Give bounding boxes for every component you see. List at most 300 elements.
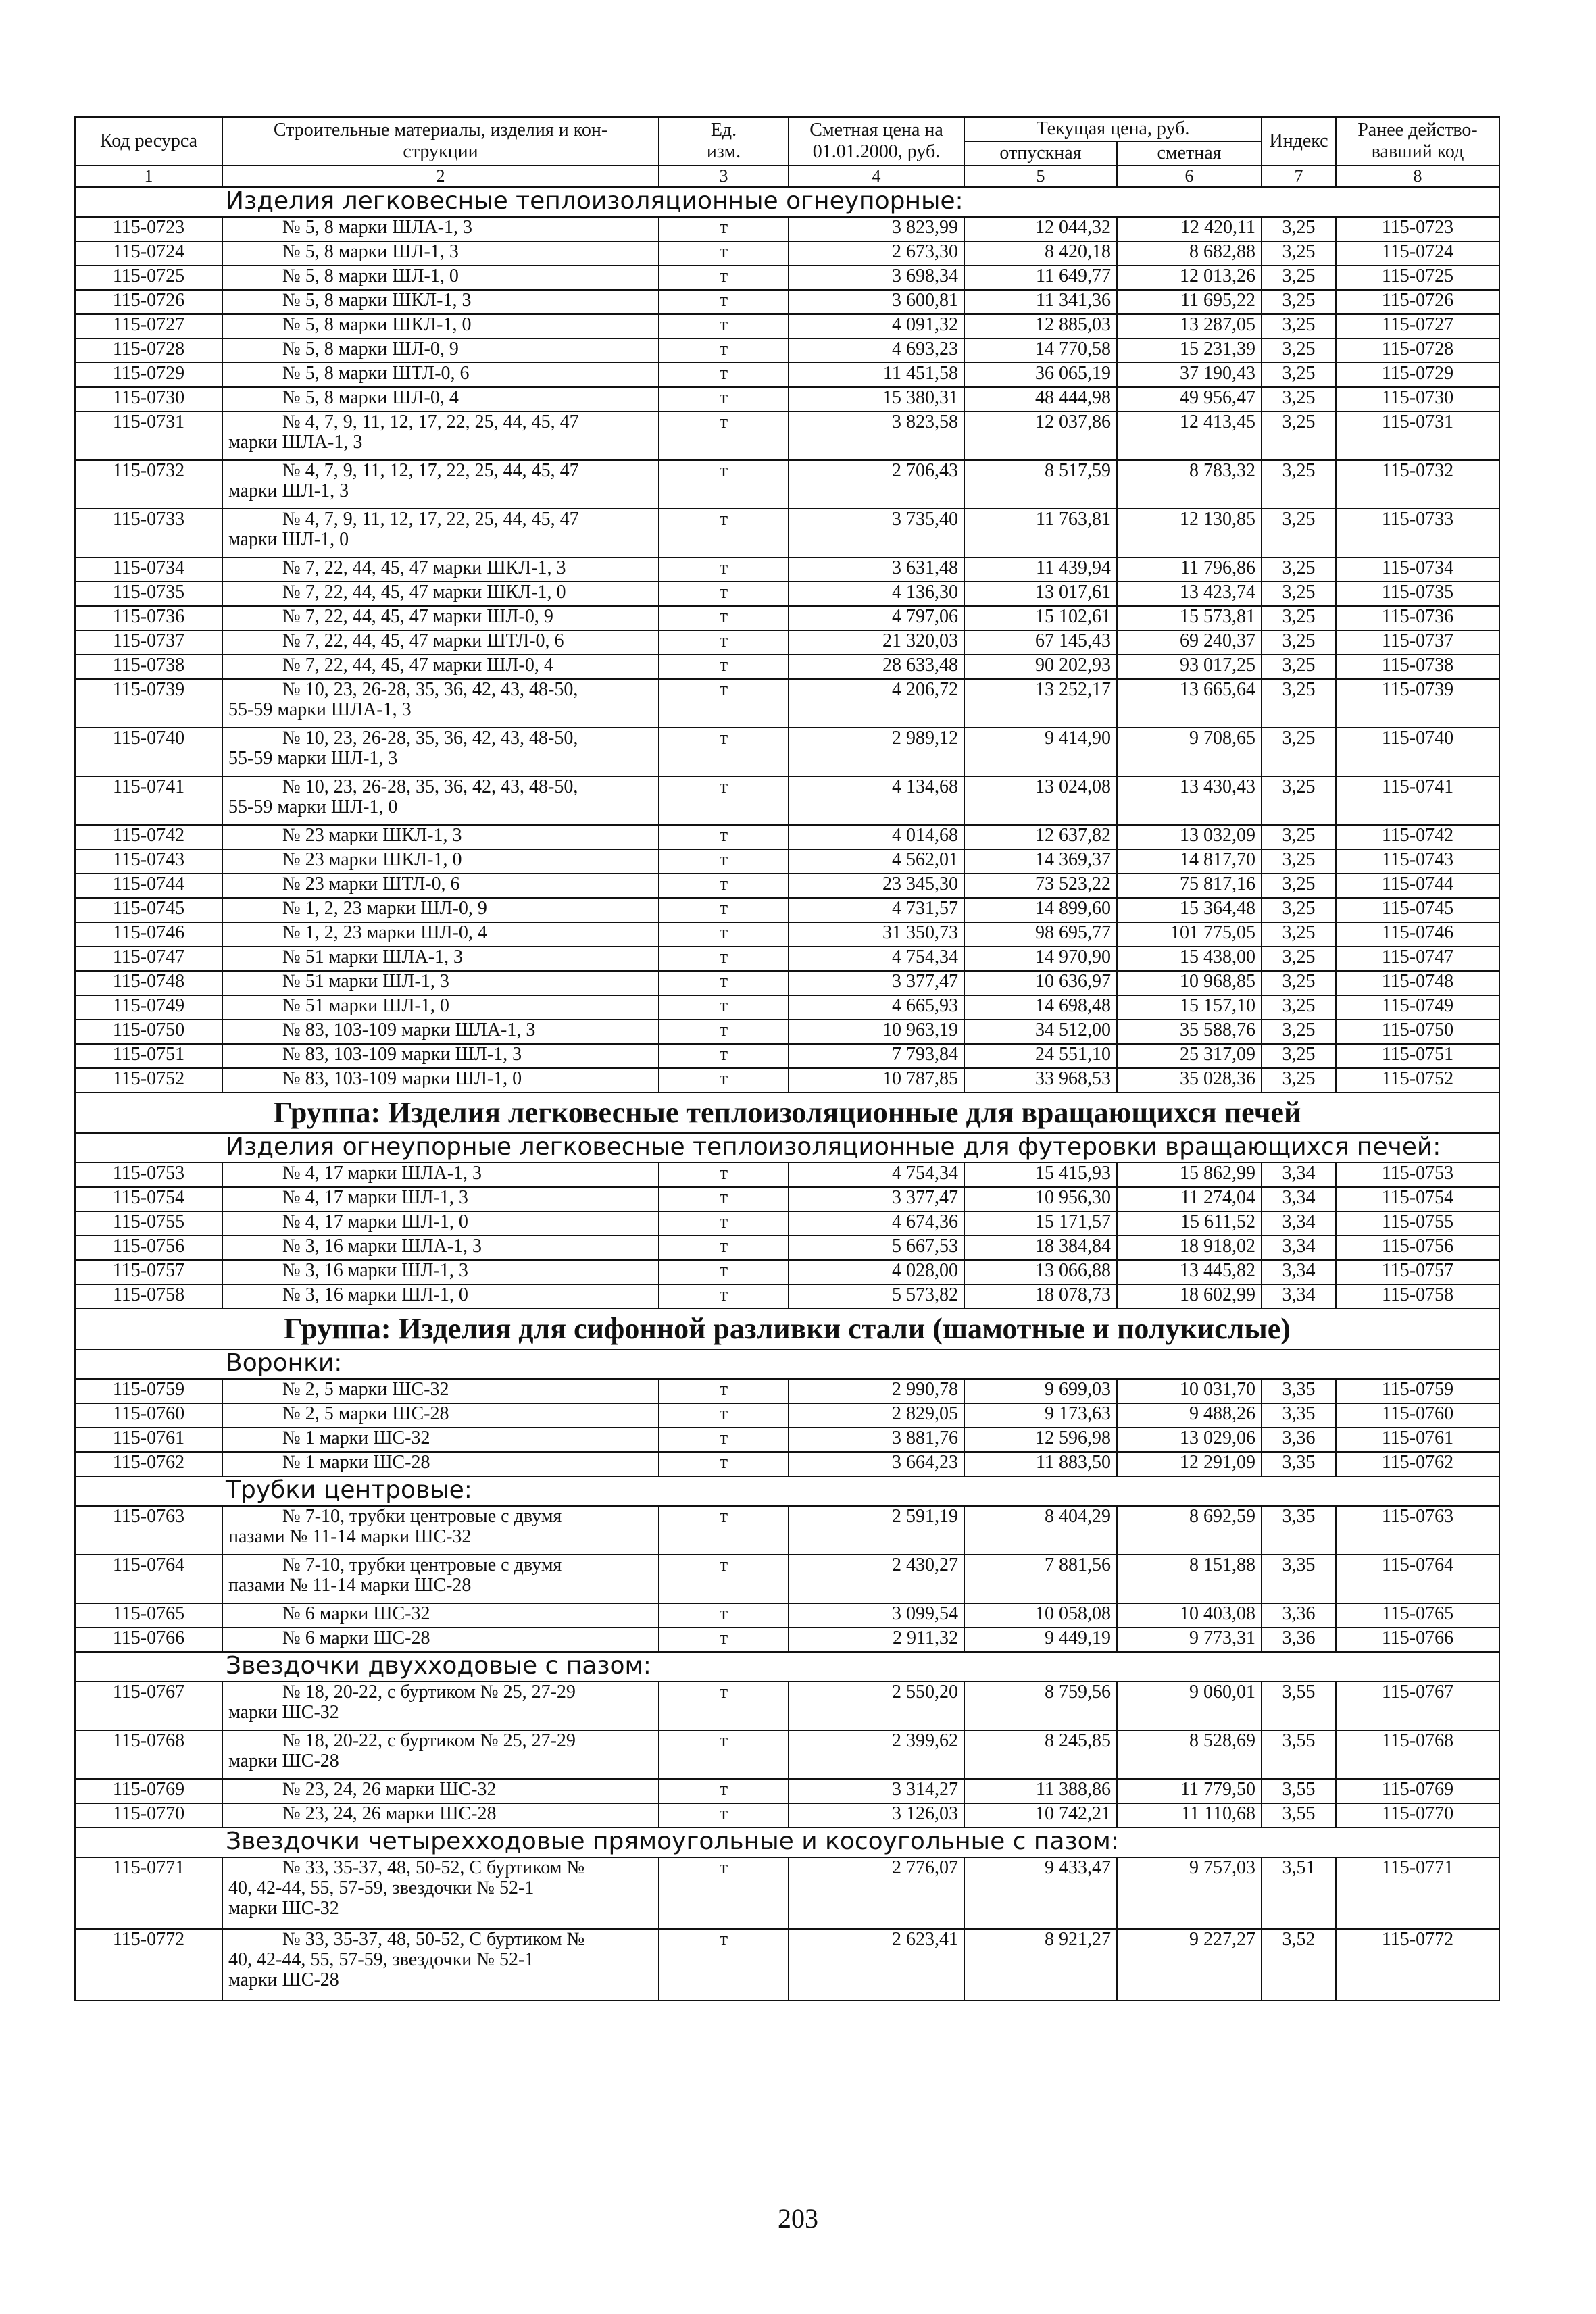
resource-code-cell: 115-0731	[75, 411, 222, 460]
previous-code-cell: 115-0738	[1336, 655, 1499, 679]
unit-cell: т	[659, 898, 789, 922]
material-name-cell	[222, 1779, 659, 1803]
material-name-line: № 7, 22, 44, 45, 47 марки ШЛ-0, 9	[282, 606, 553, 627]
material-name-cell	[222, 1506, 659, 1555]
release-price-cell: 18 384,84	[964, 1236, 1117, 1260]
unit-cell: т	[659, 241, 789, 266]
estimate-price-cell: 12 130,85	[1117, 509, 1262, 557]
estimate-2000-cell: 3 631,48	[789, 557, 964, 582]
previous-code-cell: 115-0746	[1336, 922, 1499, 947]
index-cell: 3,25	[1262, 995, 1336, 1020]
resource-code-cell: 115-0725	[75, 266, 222, 290]
table-row	[75, 460, 1499, 509]
previous-code-cell: 115-0730	[1336, 387, 1499, 411]
table-row	[75, 1260, 1499, 1284]
material-name-line: № 83, 103-109 марки ШЛА-1, 3	[282, 1020, 536, 1040]
release-price-cell: 13 017,61	[964, 582, 1117, 606]
estimate-2000-cell: 4 136,30	[789, 582, 964, 606]
previous-code-cell: 115-0765	[1336, 1603, 1499, 1628]
material-name-cell	[222, 314, 659, 338]
resource-code-cell: 115-0760	[75, 1403, 222, 1428]
index-cell: 3,35	[1262, 1379, 1336, 1403]
index-cell: 3,34	[1262, 1211, 1336, 1236]
estimate-price-cell: 15 611,52	[1117, 1211, 1262, 1236]
release-price-cell: 18 078,73	[964, 1284, 1117, 1309]
material-name-cell	[222, 1379, 659, 1403]
estimate-2000-cell: 31 350,73	[789, 922, 964, 947]
release-price-cell: 10 636,97	[964, 971, 1117, 995]
previous-code-cell: 115-0750	[1336, 1020, 1499, 1044]
estimate-price-cell: 9 060,01	[1117, 1682, 1262, 1730]
index-cell: 3,25	[1262, 776, 1336, 825]
table-row	[75, 1730, 1499, 1779]
header-previous-code	[1336, 117, 1499, 166]
material-name-cell	[222, 874, 659, 898]
index-cell: 3,25	[1262, 241, 1336, 266]
unit-cell: т	[659, 1428, 789, 1452]
estimate-2000-cell: 10 963,19	[789, 1020, 964, 1044]
table-row	[75, 1779, 1499, 1803]
table-row	[75, 557, 1499, 582]
material-name-line: № 5, 8 марки ШТЛ-0, 6	[282, 363, 470, 384]
estimate-2000-cell: 2 550,20	[789, 1682, 964, 1730]
material-name-cell	[222, 1555, 659, 1603]
table-row	[75, 1068, 1499, 1092]
material-name-cell	[222, 411, 659, 460]
release-price-cell: 10 956,30	[964, 1187, 1117, 1211]
release-price-cell: 14 369,37	[964, 849, 1117, 874]
estimate-price-cell: 11 779,50	[1117, 1779, 1262, 1803]
estimate-2000-cell: 4 797,06	[789, 606, 964, 630]
resource-code-cell: 115-0772	[75, 1929, 222, 2001]
index-cell: 3,25	[1262, 630, 1336, 655]
index-cell: 3,25	[1262, 1068, 1336, 1092]
previous-code-cell: 115-0754	[1336, 1187, 1499, 1211]
header-unit	[659, 117, 789, 166]
previous-code-cell: 115-0733	[1336, 509, 1499, 557]
material-name-line: № 10, 23, 26-28, 35, 36, 42, 43, 48-50,	[282, 728, 578, 749]
release-price-cell: 11 388,86	[964, 1779, 1117, 1803]
resource-code-cell: 115-0734	[75, 557, 222, 582]
material-name-line: № 2, 5 марки ШС-32	[282, 1379, 449, 1400]
subsection-heading-row	[75, 1349, 1499, 1379]
table-row	[75, 655, 1499, 679]
subsection-heading-row	[75, 1828, 1499, 1857]
index-cell: 3,35	[1262, 1403, 1336, 1428]
material-name-cell	[222, 1187, 659, 1211]
material-name-line: марки ШС-28	[228, 1751, 339, 1771]
estimate-price-cell: 9 773,31	[1117, 1628, 1262, 1652]
previous-code-cell: 115-0751	[1336, 1044, 1499, 1068]
estimate-price-cell: 13 287,05	[1117, 314, 1262, 338]
index-cell: 3,25	[1262, 849, 1336, 874]
material-name-cell	[222, 338, 659, 363]
index-cell: 3,25	[1262, 874, 1336, 898]
estimate-2000-cell: 3 099,54	[789, 1603, 964, 1628]
estimate-2000-cell: 4 134,68	[789, 776, 964, 825]
table-body	[75, 187, 1499, 2001]
group-heading: Группа: Изделия легковесные теплоизоляционные для вращающихся печей	[75, 1092, 1499, 1133]
estimate-price-cell: 13 032,09	[1117, 825, 1262, 849]
estimate-2000-cell: 2 829,05	[789, 1403, 964, 1428]
resource-code-cell: 115-0745	[75, 898, 222, 922]
unit-cell: т	[659, 460, 789, 509]
release-price-cell: 10 742,21	[964, 1803, 1117, 1828]
estimate-price-cell: 12 013,26	[1117, 266, 1262, 290]
table-row	[75, 776, 1499, 825]
release-price-cell: 8 921,27	[964, 1929, 1117, 2001]
estimate-2000-cell: 4 206,72	[789, 679, 964, 728]
release-price-cell: 9 433,47	[964, 1857, 1117, 1929]
estimate-2000-cell: 4 754,34	[789, 947, 964, 971]
material-name-cell	[222, 849, 659, 874]
material-name-cell	[222, 1068, 659, 1092]
material-name-line: № 23 марки ШТЛ-0, 6	[282, 874, 460, 895]
material-name-cell	[222, 776, 659, 825]
index-cell: 3,25	[1262, 947, 1336, 971]
previous-code-cell: 115-0729	[1336, 363, 1499, 387]
material-name-cell	[222, 995, 659, 1020]
unit-cell: т	[659, 1803, 789, 1828]
unit-cell: т	[659, 1628, 789, 1652]
header-column-numbers	[75, 166, 1499, 187]
table-row	[75, 1284, 1499, 1309]
unit-cell: т	[659, 1506, 789, 1555]
estimate-price-cell: 15 862,99	[1117, 1163, 1262, 1187]
index-cell: 3,25	[1262, 655, 1336, 679]
material-name-cell	[222, 1682, 659, 1730]
previous-code-cell: 115-0772	[1336, 1929, 1499, 2001]
estimate-price-cell: 13 029,06	[1117, 1428, 1262, 1452]
estimate-2000-cell: 4 562,01	[789, 849, 964, 874]
material-name-cell	[222, 606, 659, 630]
table-row	[75, 1628, 1499, 1652]
table-row	[75, 922, 1499, 947]
unit-cell: т	[659, 1555, 789, 1603]
header-unit-line1: Ед.	[710, 120, 737, 141]
material-name-cell	[222, 1603, 659, 1628]
index-cell: 3,25	[1262, 387, 1336, 411]
table-row	[75, 1428, 1499, 1452]
estimate-price-cell: 75 817,16	[1117, 874, 1262, 898]
previous-code-cell: 115-0735	[1336, 582, 1499, 606]
estimate-price-cell: 69 240,37	[1117, 630, 1262, 655]
material-name-cell	[222, 679, 659, 728]
previous-code-cell: 115-0762	[1336, 1452, 1499, 1476]
material-name-line: № 1, 2, 23 марки ШЛ-0, 9	[282, 898, 487, 919]
resource-code-cell: 115-0763	[75, 1506, 222, 1555]
unit-cell: т	[659, 1284, 789, 1309]
material-name-cell	[222, 1857, 659, 1929]
unit-cell: т	[659, 679, 789, 728]
estimate-price-cell: 10 403,08	[1117, 1603, 1262, 1628]
table-row	[75, 338, 1499, 363]
estimate-2000-cell: 4 731,57	[789, 898, 964, 922]
estimate-price-cell: 15 438,00	[1117, 947, 1262, 971]
material-name-cell	[222, 971, 659, 995]
previous-code-cell: 115-0769	[1336, 1779, 1499, 1803]
resource-code-cell: 115-0742	[75, 825, 222, 849]
unit-cell: т	[659, 776, 789, 825]
material-name-cell	[222, 217, 659, 241]
index-cell: 3,51	[1262, 1857, 1336, 1929]
material-name-line: № 51 марки ШЛ-1, 0	[282, 995, 449, 1016]
resource-code-cell: 115-0762	[75, 1452, 222, 1476]
resource-code-cell: 115-0730	[75, 387, 222, 411]
table-row	[75, 411, 1499, 460]
previous-code-cell: 115-0766	[1336, 1628, 1499, 1652]
material-name-line: № 7, 22, 44, 45, 47 марки ШКЛ-1, 0	[282, 582, 566, 603]
estimate-2000-cell: 4 754,34	[789, 1163, 964, 1187]
index-cell: 3,55	[1262, 1730, 1336, 1779]
resource-code-cell: 115-0729	[75, 363, 222, 387]
table-row	[75, 1452, 1499, 1476]
index-cell: 3,25	[1262, 825, 1336, 849]
material-name-cell	[222, 1929, 659, 2001]
unit-cell: т	[659, 1163, 789, 1187]
subsection-heading-row	[75, 1133, 1499, 1163]
resource-code-cell: 115-0726	[75, 290, 222, 314]
material-name-line: № 83, 103-109 марки ШЛ-1, 3	[282, 1044, 522, 1065]
index-cell: 3,34	[1262, 1187, 1336, 1211]
table-row	[75, 1506, 1499, 1555]
estimate-2000-cell: 2 911,32	[789, 1628, 964, 1652]
material-name-line: № 23 марки ШКЛ-1, 3	[282, 825, 462, 846]
release-price-cell: 73 523,22	[964, 874, 1117, 898]
material-name-cell	[222, 1211, 659, 1236]
resource-code-cell: 115-0757	[75, 1260, 222, 1284]
unit-cell: т	[659, 630, 789, 655]
group-heading: Группа: Изделия для сифонной разливки стали (шамотные и полукислые)	[75, 1309, 1499, 1349]
unit-cell: т	[659, 1452, 789, 1476]
unit-cell: т	[659, 582, 789, 606]
material-name-line: марки ШС-28	[228, 1969, 339, 1990]
material-name-line: № 10, 23, 26-28, 35, 36, 42, 43, 48-50,	[282, 776, 578, 797]
index-cell: 3,25	[1262, 509, 1336, 557]
column-number: 8	[1336, 166, 1499, 187]
page-number: 203	[778, 2203, 818, 2234]
estimate-price-cell: 9 708,65	[1117, 728, 1262, 776]
resource-code-cell: 115-0737	[75, 630, 222, 655]
material-name-line: № 1, 2, 23 марки ШЛ-0, 4	[282, 922, 487, 943]
resource-code-cell: 115-0736	[75, 606, 222, 630]
unit-cell: т	[659, 1211, 789, 1236]
unit-cell: т	[659, 1068, 789, 1092]
index-cell: 3,25	[1262, 557, 1336, 582]
index-cell: 3,55	[1262, 1803, 1336, 1828]
unit-cell: т	[659, 1260, 789, 1284]
previous-code-cell: 115-0727	[1336, 314, 1499, 338]
release-price-cell: 9 414,90	[964, 728, 1117, 776]
previous-code-cell: 115-0770	[1336, 1803, 1499, 1828]
estimate-2000-cell: 3 823,99	[789, 217, 964, 241]
unit-cell: т	[659, 1929, 789, 2001]
release-price-cell: 14 770,58	[964, 338, 1117, 363]
material-name-line: № 3, 16 марки ШЛ-1, 3	[282, 1260, 468, 1281]
index-cell: 3,25	[1262, 460, 1336, 509]
release-price-cell: 11 763,81	[964, 509, 1117, 557]
table-row	[75, 1379, 1499, 1403]
subsection-heading: Изделия огнеупорные легковесные теплоизоляционные для футеровки вращающихся печей:	[75, 1133, 1499, 1163]
resource-code-cell: 115-0764	[75, 1555, 222, 1603]
material-name-cell	[222, 363, 659, 387]
estimate-price-cell: 11 796,86	[1117, 557, 1262, 582]
material-name-cell	[222, 728, 659, 776]
estimate-2000-cell: 4 014,68	[789, 825, 964, 849]
material-name-cell	[222, 1284, 659, 1309]
table-row	[75, 1682, 1499, 1730]
index-cell: 3,25	[1262, 898, 1336, 922]
previous-code-cell: 115-0771	[1336, 1857, 1499, 1929]
estimate-price-cell: 101 775,05	[1117, 922, 1262, 947]
resource-code-cell: 115-0753	[75, 1163, 222, 1187]
resource-code-cell: 115-0741	[75, 776, 222, 825]
resource-code-cell: 115-0739	[75, 679, 222, 728]
resource-code-cell: 115-0735	[75, 582, 222, 606]
table-row	[75, 1163, 1499, 1187]
previous-code-cell: 115-0734	[1336, 557, 1499, 582]
index-cell: 3,35	[1262, 1506, 1336, 1555]
estimate-2000-cell: 4 665,93	[789, 995, 964, 1020]
release-price-cell: 8 759,56	[964, 1682, 1117, 1730]
estimate-price-cell: 15 364,48	[1117, 898, 1262, 922]
estimate-price-cell: 35 028,36	[1117, 1068, 1262, 1092]
previous-code-cell: 115-0736	[1336, 606, 1499, 630]
estimate-price-cell: 8 682,88	[1117, 241, 1262, 266]
estimate-price-cell: 11 695,22	[1117, 290, 1262, 314]
material-name-line: № 5, 8 марки ШКЛ-1, 0	[282, 314, 472, 335]
resource-code-cell: 115-0750	[75, 1020, 222, 1044]
estimate-price-cell: 15 157,10	[1117, 995, 1262, 1020]
previous-code-cell: 115-0757	[1336, 1260, 1499, 1284]
table-row	[75, 1603, 1499, 1628]
material-name-cell	[222, 1803, 659, 1828]
resource-code-cell: 115-0727	[75, 314, 222, 338]
resource-code-cell: 115-0749	[75, 995, 222, 1020]
resource-code-cell: 115-0756	[75, 1236, 222, 1260]
resource-code-cell: 115-0751	[75, 1044, 222, 1068]
header-estimate-2000-line2: 01.01.2000, руб.	[812, 141, 941, 162]
header-estimate-2000	[789, 117, 964, 166]
material-name-line: № 33, 35-37, 48, 50-52, С буртиком №	[282, 1857, 585, 1878]
previous-code-cell: 115-0764	[1336, 1555, 1499, 1603]
material-name-cell	[222, 241, 659, 266]
release-price-cell: 9 173,63	[964, 1403, 1117, 1428]
resource-code-cell: 115-0770	[75, 1803, 222, 1828]
material-name-line: марки ШЛ-1, 3	[228, 480, 349, 501]
release-price-cell: 13 066,88	[964, 1260, 1117, 1284]
header-previous-code-line1: Ранее действо-	[1357, 120, 1478, 141]
estimate-2000-cell: 2 673,30	[789, 241, 964, 266]
previous-code-cell: 115-0739	[1336, 679, 1499, 728]
table-row	[75, 947, 1499, 971]
unit-cell: т	[659, 849, 789, 874]
estimate-2000-cell: 3 377,47	[789, 1187, 964, 1211]
previous-code-cell: 115-0744	[1336, 874, 1499, 898]
estimate-price-cell: 12 413,45	[1117, 411, 1262, 460]
resource-code-cell: 115-0769	[75, 1779, 222, 1803]
release-price-cell: 14 698,48	[964, 995, 1117, 1020]
table-row	[75, 266, 1499, 290]
estimate-2000-cell: 10 787,85	[789, 1068, 964, 1092]
release-price-cell: 98 695,77	[964, 922, 1117, 947]
estimate-2000-cell: 4 091,32	[789, 314, 964, 338]
previous-code-cell: 115-0748	[1336, 971, 1499, 995]
estimate-price-cell: 18 602,99	[1117, 1284, 1262, 1309]
estimate-2000-cell: 5 573,82	[789, 1284, 964, 1309]
header-current-price: Текущая цена, руб.	[964, 117, 1262, 141]
unit-cell: т	[659, 266, 789, 290]
release-price-cell: 13 252,17	[964, 679, 1117, 728]
resource-code-cell: 115-0758	[75, 1284, 222, 1309]
previous-code-cell: 115-0726	[1336, 290, 1499, 314]
resource-code-cell: 115-0755	[75, 1211, 222, 1236]
unit-cell: т	[659, 363, 789, 387]
release-price-cell: 24 551,10	[964, 1044, 1117, 1068]
resource-code-cell: 115-0723	[75, 217, 222, 241]
resource-code-cell: 115-0743	[75, 849, 222, 874]
previous-code-cell: 115-0749	[1336, 995, 1499, 1020]
resource-code-cell: 115-0728	[75, 338, 222, 363]
material-name-cell	[222, 1236, 659, 1260]
material-name-line: № 5, 8 марки ШЛ-0, 4	[282, 387, 459, 408]
group-heading-row	[75, 1092, 1499, 1133]
material-name-cell	[222, 1730, 659, 1779]
material-name-cell	[222, 1428, 659, 1452]
estimate-2000-cell: 28 633,48	[789, 655, 964, 679]
release-price-cell: 67 145,43	[964, 630, 1117, 655]
previous-code-cell: 115-0759	[1336, 1379, 1499, 1403]
index-cell: 3,25	[1262, 971, 1336, 995]
index-cell: 3,34	[1262, 1260, 1336, 1284]
release-price-cell: 12 044,32	[964, 217, 1117, 241]
table-row	[75, 582, 1499, 606]
material-name-cell	[222, 509, 659, 557]
material-name-line: № 10, 23, 26-28, 35, 36, 42, 43, 48-50,	[282, 679, 578, 700]
table-row	[75, 606, 1499, 630]
unit-cell: т	[659, 1379, 789, 1403]
estimate-2000-cell: 21 320,03	[789, 630, 964, 655]
material-name-line: № 2, 5 марки ШС-28	[282, 1403, 449, 1424]
estimate-price-cell: 15 231,39	[1117, 338, 1262, 363]
header-unit-line2: изм.	[706, 141, 741, 162]
previous-code-cell: 115-0723	[1336, 217, 1499, 241]
subsection-heading: Трубки центровые:	[75, 1476, 1499, 1506]
previous-code-cell: 115-0763	[1336, 1506, 1499, 1555]
header-materials-line2: струкции	[403, 141, 478, 162]
estimate-price-cell: 15 573,81	[1117, 606, 1262, 630]
material-name-cell	[222, 1020, 659, 1044]
resource-code-cell: 115-0771	[75, 1857, 222, 1929]
release-price-cell: 14 970,90	[964, 947, 1117, 971]
index-cell: 3,34	[1262, 1163, 1336, 1187]
material-name-line: марки ШЛ-1, 0	[228, 529, 349, 550]
release-price-cell: 11 883,50	[964, 1452, 1117, 1476]
material-name-cell	[222, 266, 659, 290]
previous-code-cell: 115-0753	[1336, 1163, 1499, 1187]
release-price-cell: 11 341,36	[964, 290, 1117, 314]
release-price-cell: 8 404,29	[964, 1506, 1117, 1555]
material-name-line: № 6 марки ШС-28	[282, 1628, 430, 1649]
table-row	[75, 363, 1499, 387]
material-name-line: № 51 марки ШЛ-1, 3	[282, 971, 449, 992]
estimate-price-cell: 9 757,03	[1117, 1857, 1262, 1929]
material-name-line: № 83, 103-109 марки ШЛ-1, 0	[282, 1068, 522, 1089]
previous-code-cell: 115-0761	[1336, 1428, 1499, 1452]
estimate-2000-cell: 4 674,36	[789, 1211, 964, 1236]
table-row	[75, 314, 1499, 338]
table-row	[75, 1211, 1499, 1236]
